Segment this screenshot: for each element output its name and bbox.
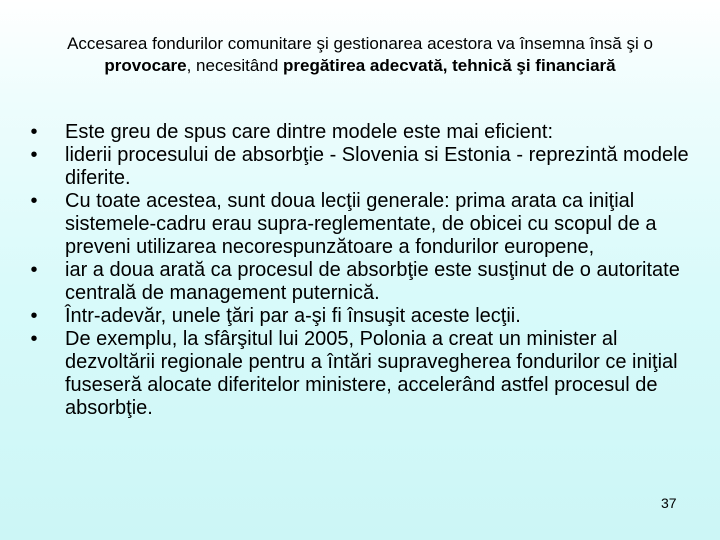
bullet-text: De exemplu, la sfârşitul lui 2005, Polonia a creat un minister al dezvoltării regionale pentru a întări supravegherea fondurilor ce iniţial fuseseră alocate diferitelor ministere, accelerând astfel procesul de absorbţie. bbox=[65, 328, 678, 419]
bullet-text: Cu toate acestea, sunt doua lecţii generale: prima arata ca iniţial sistemele-cadru erau supra-reglementate, de obicei cu scopul de a preveni utilizarea necorespunzătoare a fondurilor europene, bbox=[65, 190, 657, 258]
bullet-item bbox=[28, 121, 698, 144]
title-text-part-2: , necesitând bbox=[186, 56, 283, 75]
page-number: 37 bbox=[661, 495, 677, 511]
title-bold-pregatirea: pregătirea adecvată, tehnică şi financiară bbox=[283, 56, 616, 75]
bullet-text: iar a doua arată ca procesul de absorbţie este susţinut de o autoritate centrală de management puternică. bbox=[65, 259, 680, 304]
bullet-text: Este greu de spus care dintre modele este mai eficient: bbox=[65, 121, 554, 143]
bullet-list bbox=[28, 121, 698, 420]
bullet-item bbox=[28, 259, 698, 305]
bullet-text: Într-adevăr, unele ţări par a-şi fi însuşit aceste lecţii. bbox=[65, 305, 521, 327]
bullet-icon: • bbox=[30, 328, 38, 350]
bullet-icon: • bbox=[30, 305, 38, 327]
slide-title bbox=[40, 33, 680, 77]
bullet-item bbox=[28, 190, 698, 259]
title-text-part-1: Accesarea fondurilor comunitare şi gestionarea acestora va însemna însă şi o bbox=[67, 34, 653, 53]
title-bold-provocare: provocare bbox=[104, 56, 187, 75]
bullet-text: liderii procesului de absorbţie - Slovenia si Estonia - reprezintă modele diferite. bbox=[65, 144, 689, 189]
bullet-item bbox=[28, 305, 698, 328]
bullet-icon: • bbox=[30, 190, 38, 212]
bullet-icon: • bbox=[30, 121, 38, 143]
bullet-icon: • bbox=[30, 259, 38, 281]
bullet-item bbox=[28, 144, 698, 190]
bullet-item bbox=[28, 328, 698, 420]
bullet-icon: • bbox=[30, 144, 38, 166]
